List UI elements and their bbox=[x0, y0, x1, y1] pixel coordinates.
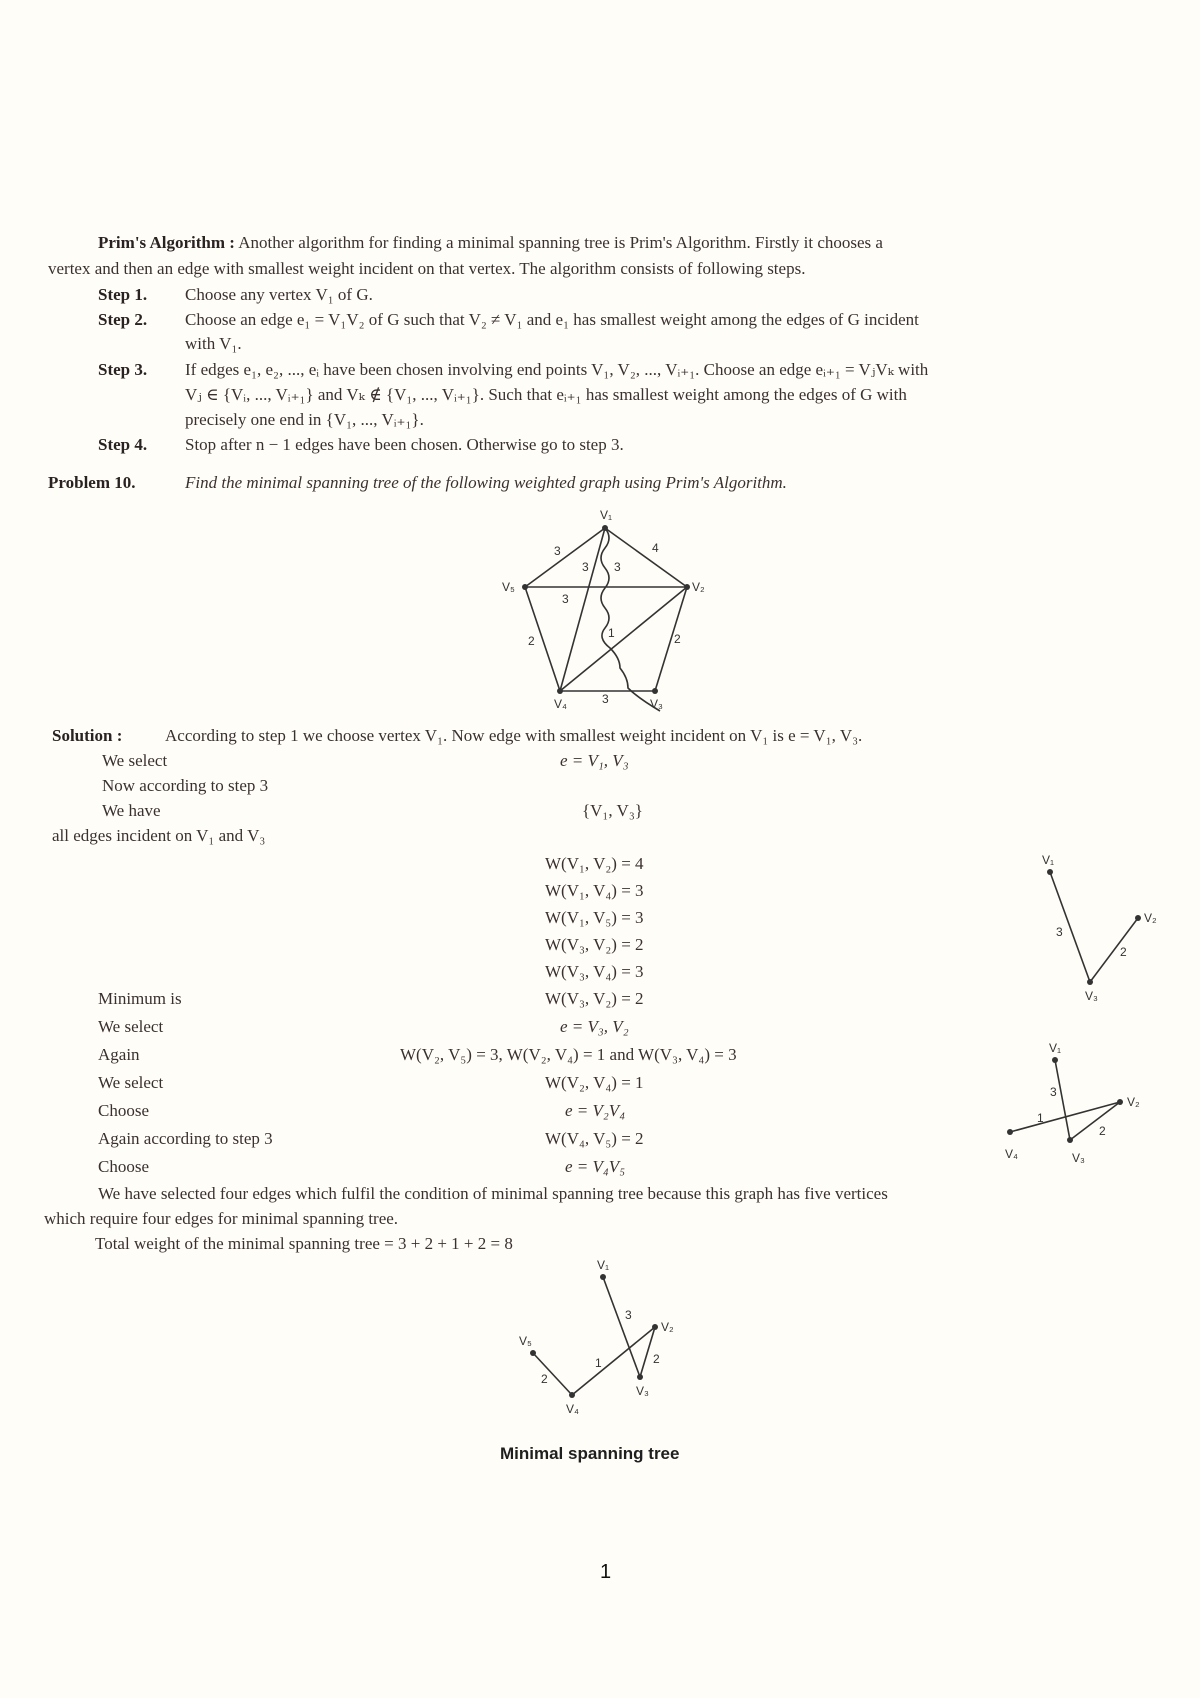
weight-1: W(V₁, V₂) = 4 bbox=[545, 854, 644, 873]
intro-line-2: vertex and then an edge with smallest weight incident on that vertex. The algorithm consists of following steps. bbox=[48, 259, 806, 278]
step-4-label: Step 4. bbox=[98, 435, 148, 454]
weighted-graph bbox=[490, 505, 710, 715]
g1-w-v4v3: 3 bbox=[602, 692, 609, 706]
f-w-v5v4: 2 bbox=[541, 1372, 548, 1386]
s2-w-v4v2: 1 bbox=[1037, 1111, 1044, 1125]
total-weight: Total weight of the minimal spanning tree = 3 + 2 + 1 + 2 = 8 bbox=[95, 1234, 513, 1253]
g1-w-v5v2: 3 bbox=[562, 592, 569, 606]
g1-w-v1v5: 3 bbox=[554, 544, 561, 558]
s1-w-v1v3: 3 bbox=[1056, 925, 1063, 939]
f-v1: V₁ bbox=[597, 1258, 610, 1272]
step-2-text-1: Choose an edge e₁ = V₁V₂ of G such that V₂ ≠ V₁ and e₁ has smallest weight among the edges of G incident bbox=[185, 310, 919, 329]
sol2-row-1-left: Minimum is bbox=[98, 989, 182, 1008]
sol-row-2-left: Now according to step 3 bbox=[102, 776, 269, 795]
sol2-row-7-right: e = V₄V₅ bbox=[565, 1157, 626, 1176]
g1-v3: V₃ bbox=[650, 697, 663, 711]
sol2-row-2-right: e = V₃, V₂ bbox=[560, 1017, 629, 1036]
s1-v2: V₂ bbox=[1144, 911, 1157, 925]
solution-intro: According to step 1 we choose vertex V₁. Now edge with smallest weight incident on V₁ is e = V₁, V₃. bbox=[165, 726, 863, 745]
f-v2: V₂ bbox=[661, 1320, 674, 1334]
problem-label: Problem 10. bbox=[48, 473, 136, 492]
s2-v3: V₃ bbox=[1072, 1151, 1085, 1165]
sol-row-1-left: We select bbox=[102, 751, 168, 770]
page-number: 1 bbox=[600, 1561, 612, 1583]
weight-3: W(V₁, V₅) = 3 bbox=[545, 908, 644, 927]
g1-v2: V₂ bbox=[692, 580, 705, 594]
f-w-v3v2: 2 bbox=[653, 1352, 660, 1366]
f-v4: V₄ bbox=[566, 1402, 579, 1416]
weight-4: W(V₃, V₂) = 2 bbox=[545, 935, 644, 954]
f-w-v4v2: 1 bbox=[595, 1356, 602, 1370]
g1-w-v2v3: 2 bbox=[674, 632, 681, 646]
step-2-label: Step 2. bbox=[98, 310, 148, 329]
sol-row-4-left: all edges incident on V₁ and V₃ bbox=[52, 826, 266, 845]
weight-2: W(V₁, V₄) = 3 bbox=[545, 881, 644, 900]
s1-v3: V₃ bbox=[1085, 989, 1098, 1003]
f-w-v1v3: 3 bbox=[625, 1308, 632, 1322]
s2-v1: V₁ bbox=[1049, 1041, 1062, 1055]
s2-v2: V₂ bbox=[1127, 1095, 1140, 1109]
g1-w-v1v3: 3 bbox=[614, 560, 621, 574]
sol-row-1-right: e = V₁, V₃ bbox=[560, 751, 629, 770]
sol-row-3-left: We have bbox=[102, 801, 161, 820]
g1-w-v1v4: 3 bbox=[582, 560, 589, 574]
final-spanning-tree bbox=[505, 1255, 705, 1425]
g1-w-v4v2: 1 bbox=[608, 626, 615, 640]
conclusion-2: which require four edges for minimal spanning tree. bbox=[44, 1209, 399, 1228]
s2-v4: V₄ bbox=[1005, 1147, 1018, 1161]
step-3-text-2: Vⱼ ∈ {Vᵢ, ..., Vᵢ₊₁} and Vₖ ∉ {V₁, ..., Vᵢ₊₁}. Such that eᵢ₊₁ has smallest weight among the edges of G with bbox=[185, 385, 907, 404]
problem-text: Find the minimal spanning tree of the following weighted graph using Prim's Algorithm. bbox=[185, 473, 787, 492]
step-3-label: Step 3. bbox=[98, 360, 148, 379]
step-3-text-1: If edges e₁, e₂, ..., eᵢ have been chosen involving end points V₁, V₂, ..., Vᵢ₊₁. Choose an edge eᵢ₊₁ = VⱼVₖ with bbox=[185, 360, 929, 379]
sol-row-3-right: {V₁, V₃} bbox=[582, 801, 643, 820]
sol2-row-1-right: W(V₃, V₂) = 2 bbox=[545, 989, 644, 1008]
g1-v4: V₄ bbox=[554, 697, 567, 711]
sol2-row-5-left: Choose bbox=[98, 1101, 149, 1120]
sol2-row-3-left: Again bbox=[98, 1045, 140, 1064]
solution-label: Solution : bbox=[52, 726, 123, 745]
s1-v1: V₁ bbox=[1042, 853, 1055, 867]
sol2-row-6-right: W(V₄, V₅) = 2 bbox=[545, 1129, 644, 1148]
step-3-text-3: precisely one end in {V₁, ..., Vᵢ₊₁}. bbox=[185, 410, 424, 429]
s2-w-v1v3: 3 bbox=[1050, 1085, 1057, 1099]
section-title: Prim's Algorithm : bbox=[98, 233, 235, 252]
f-v3: V₃ bbox=[636, 1384, 649, 1398]
g1-v1: V₁ bbox=[600, 508, 613, 522]
sol2-row-6-left: Again according to step 3 bbox=[98, 1129, 273, 1148]
final-caption: Minimal spanning tree bbox=[500, 1444, 680, 1463]
side-graph-1 bbox=[1030, 850, 1170, 1010]
f-v5: V₅ bbox=[519, 1334, 532, 1348]
intro-line-1 bbox=[98, 232, 883, 254]
g1-v5: V₅ bbox=[502, 580, 515, 594]
conclusion-1: We have selected four edges which fulfil the condition of minimal spanning tree because this graph has five vertices bbox=[98, 1184, 888, 1203]
s2-w-v3v2: 2 bbox=[1099, 1124, 1106, 1138]
step-1-text: Choose any vertex V₁ of G. bbox=[185, 285, 373, 304]
sol2-row-4-right: W(V₂, V₄) = 1 bbox=[545, 1073, 644, 1092]
g1-w-v1v2: 4 bbox=[652, 541, 659, 555]
step-4-text: Stop after n − 1 edges have been chosen. Otherwise go to step 3. bbox=[185, 435, 624, 454]
sol2-row-4-left: We select bbox=[98, 1073, 164, 1092]
side-graph-2 bbox=[995, 1040, 1165, 1180]
sol2-row-7-left: Choose bbox=[98, 1157, 149, 1176]
sol2-row-5-right: e = V₂V₄ bbox=[565, 1101, 626, 1120]
step-2-text-2: with V₁. bbox=[185, 334, 242, 353]
intro-text-1: Another algorithm for finding a minimal spanning tree is Prim's Algorithm. Firstly it chooses a bbox=[238, 233, 883, 252]
g1-w-v5v4: 2 bbox=[528, 634, 535, 648]
sol2-row-3-right: W(V₂, V₅) = 3, W(V₂, V₄) = 1 and W(V₃, V₄) = 3 bbox=[400, 1045, 737, 1064]
sol2-row-2-left: We select bbox=[98, 1017, 164, 1036]
step-1-label: Step 1. bbox=[98, 285, 148, 304]
s1-w-v3v2: 2 bbox=[1120, 945, 1127, 959]
weight-5: W(V₃, V₄) = 3 bbox=[545, 962, 644, 981]
